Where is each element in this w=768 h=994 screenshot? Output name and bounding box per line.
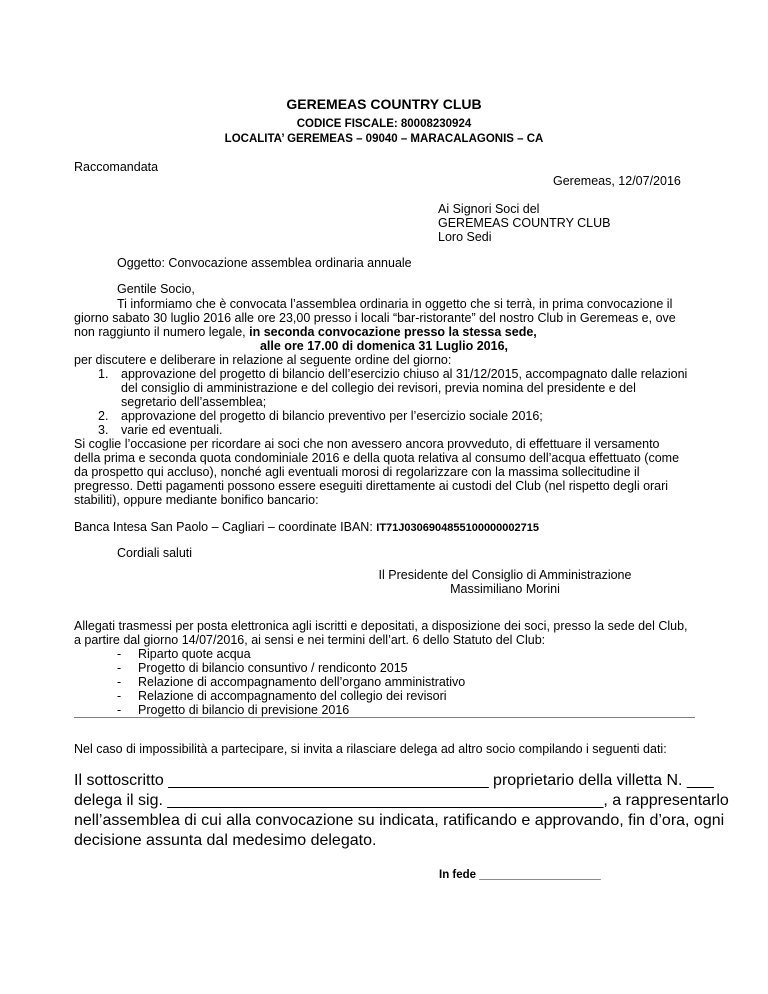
delegation-instruction: Nel caso di impossibilità a partecipare, si invita a rilasciare delega ad altro socio compilando i seguenti dati: [74, 742, 667, 756]
localita: LOCALITA’ GEREMEAS – 09040 – MARACALAGONIS – CA [224, 133, 544, 145]
in-fede-signature: In fede ___________________ [439, 869, 601, 881]
bank-name: Banca Intesa San Paolo – Cagliari – coordinate IBAN: [74, 520, 373, 534]
attachments-intro-line: Allegati trasmessi per posta elettronica agli iscritti e depositati, a disposizione dei soci, presso la sede del Club, [74, 619, 688, 633]
attachment-item: Relazione di accompagnamento dell’organo amministrativo [138, 675, 466, 689]
agenda-number: 1. [98, 367, 109, 381]
codice-fiscale: CODICE FISCALE: 80008230924 [296, 118, 472, 130]
subject: Oggetto: Convocazione assemblea ordinaria annuale [117, 256, 412, 270]
recipient-line: Ai Signori Soci del [438, 202, 540, 216]
body-line [74, 325, 537, 340]
delegation-line: nell’assemblea di cui alla convocazione su indicata, ratificando e approvando, fin d’ora, ogni [74, 812, 725, 829]
body-text: non raggiunto il numero legale, [74, 325, 246, 339]
section-divider [74, 717, 695, 718]
body-line: giorno sabato 30 luglio 2016 alle ore 23,00 presso i locali “bar-ristorante” del nostro Club in Geremeas e, ove [74, 311, 676, 325]
agenda-item-line: varie ed eventuali. [121, 423, 223, 437]
signature-title: Il Presidente del Consiglio di Amministrazione [378, 568, 632, 582]
attachments-intro-line: a partire dal giorno 14/07/2016, ai sensi e nei termini dell’art. 6 dello Statuto del Club: [74, 633, 546, 647]
payment-line: della prima e seconda quota condominiale 2016 e della quota relativa al consumo dell’acqua effettuato (come [74, 451, 680, 465]
bullet-dash: - [117, 647, 122, 661]
second-call-venue: in seconda convocazione presso la stessa sede, [249, 325, 537, 339]
attachment-item: Progetto di bilancio di previsione 2016 [138, 703, 350, 717]
body-line: Ti informiamo che è convocata l’assemblea ordinaria in oggetto che si terrà, in prima convocazione il [117, 297, 673, 311]
bullet-dash: - [117, 703, 122, 717]
greeting: Gentile Socio, [117, 282, 195, 296]
agenda-number: 3. [98, 423, 109, 437]
recipient-line: Loro Sedi [438, 230, 492, 244]
place-date: Geremeas, 12/07/2016 [553, 174, 681, 188]
signature-name: Massimiliano Morini [450, 582, 560, 596]
agenda-item-line: del consiglio di amministrazione e del collegio dei revisori, previa nomina del presidente e del [121, 381, 636, 395]
delegation-line: Il sottoscritto ____________________________________ proprietario della villetta N. ___ [74, 772, 714, 789]
closing: Cordiali saluti [117, 546, 193, 560]
recipient-line: GEREMEAS COUNTRY CLUB [438, 216, 611, 230]
second-call-time: alle ore 17.00 di domenica 31 Luglio 2016, [259, 339, 509, 353]
payment-line: Si coglie l’occasione per ricordare ai soci che non avessero ancora provveduto, di effettuare il versamento [74, 437, 660, 451]
payment-line: stabiliti), oppure mediante bonifico bancario: [74, 493, 319, 507]
payment-line: pregresso. Detti pagamenti possono essere eseguiti direttamente ai custodi del Club (nel rispetto degli orari [74, 479, 669, 493]
attachment-item: Riparto quote acqua [138, 647, 251, 661]
bullet-dash: - [117, 689, 122, 703]
agenda-item-line: approvazione del progetto di bilancio dell’esercizio chiuso al 31/12/2015, accompagnato dalle relazioni [121, 367, 688, 381]
agenda-intro: per discutere e deliberare in relazione al seguente ordine del giorno: [74, 353, 452, 367]
attachment-item: Relazione di accompagnamento del collegio dei revisori [138, 689, 447, 703]
club-name: GEREMEAS COUNTRY CLUB [286, 96, 482, 112]
agenda-number: 2. [98, 409, 109, 423]
agenda-item-line: approvazione del progetto di bilancio preventivo per l’esercizio sociale 2016; [121, 409, 543, 423]
shipping-method: Raccomandata [74, 160, 159, 174]
bullet-dash: - [117, 661, 122, 675]
payment-line: da prospetto qui accluso), nonché agli eventuali morosi di regolarizzare con la massima sollecitudine il [74, 465, 640, 479]
bullet-dash: - [117, 675, 122, 689]
agenda-item-line: segretario dell’assemblea; [121, 395, 267, 409]
bank-details [74, 520, 539, 536]
attachment-item: Progetto di bilancio consuntivo / rendiconto 2015 [138, 661, 408, 675]
delegation-line: decisione assunta dal medesimo delegato. [74, 832, 377, 849]
delegation-line: delega il sig. _________________________________________________, a rappresentarlo [74, 792, 729, 809]
iban-code: IT71J0306904855100000002715 [376, 522, 539, 534]
